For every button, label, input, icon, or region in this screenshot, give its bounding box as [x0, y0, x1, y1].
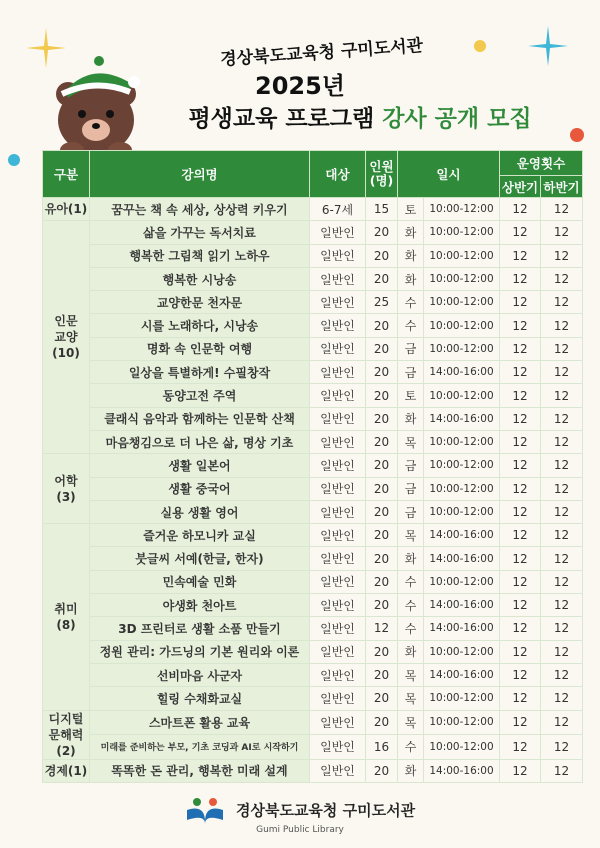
- time-cell: 10:00-12:00: [424, 384, 500, 407]
- table-row: [43, 759, 583, 782]
- day-cell: 화: [398, 407, 424, 430]
- course-cell: 시를 노래하다, 시낭송: [90, 314, 310, 337]
- title-highlight-text: 강사 공개 모집: [382, 106, 532, 132]
- second-half-cell: 12: [541, 244, 583, 267]
- second-half-cell: 12: [541, 361, 583, 384]
- target-cell: 일반인: [310, 267, 366, 290]
- day-cell: 목: [398, 430, 424, 453]
- target-cell: 일반인: [310, 640, 366, 663]
- capacity-cell: 20: [366, 337, 398, 360]
- table-row: [43, 198, 583, 221]
- second-half-cell: 12: [541, 617, 583, 640]
- capacity-cell: 20: [366, 547, 398, 570]
- first-half-cell: 12: [500, 267, 541, 290]
- target-cell: 일반인: [310, 710, 366, 735]
- time-cell: 14:00-16:00: [424, 617, 500, 640]
- first-half-cell: 12: [500, 291, 541, 314]
- library-logo-icon: [185, 796, 225, 824]
- first-half-cell: 12: [500, 617, 541, 640]
- time-cell: 10:00-12:00: [424, 735, 500, 760]
- target-cell: 일반인: [310, 759, 366, 782]
- time-cell: 14:00-16:00: [424, 547, 500, 570]
- day-cell: 수: [398, 314, 424, 337]
- target-cell: 일반인: [310, 663, 366, 686]
- time-cell: 10:00-12:00: [424, 267, 500, 290]
- day-cell: 금: [398, 500, 424, 523]
- first-half-cell: 12: [500, 244, 541, 267]
- capacity-cell: 20: [366, 267, 398, 290]
- course-cell: 일상을 특별하게! 수필창작: [90, 361, 310, 384]
- time-cell: 14:00-16:00: [424, 407, 500, 430]
- course-cell: 명화 속 인문학 여행: [90, 337, 310, 360]
- first-half-cell: 12: [500, 221, 541, 244]
- program-table: [42, 150, 583, 783]
- table-row: [43, 547, 583, 570]
- second-half-cell: 12: [541, 594, 583, 617]
- second-half-cell: 12: [541, 663, 583, 686]
- time-cell: 10:00-12:00: [424, 477, 500, 500]
- target-cell: 일반인: [310, 617, 366, 640]
- second-half-cell: 12: [541, 198, 583, 221]
- target-cell: 일반인: [310, 454, 366, 477]
- target-cell: 일반인: [310, 361, 366, 384]
- capacity-cell: 20: [366, 430, 398, 453]
- first-half-cell: 12: [500, 547, 541, 570]
- day-cell: 수: [398, 617, 424, 640]
- time-cell: 14:00-16:00: [424, 759, 500, 782]
- day-cell: 목: [398, 710, 424, 735]
- day-cell: 화: [398, 759, 424, 782]
- table-row: [43, 221, 583, 244]
- time-cell: 10:00-12:00: [424, 687, 500, 710]
- time-cell: 10:00-12:00: [424, 337, 500, 360]
- category-cell: 경제(1): [43, 759, 90, 782]
- first-half-cell: 12: [500, 384, 541, 407]
- second-half-cell: 12: [541, 477, 583, 500]
- header-capacity: 인원 (명): [366, 151, 398, 198]
- first-half-cell: 12: [500, 663, 541, 686]
- target-cell: 일반인: [310, 291, 366, 314]
- table-row: [43, 500, 583, 523]
- target-cell: 일반인: [310, 384, 366, 407]
- day-cell: 화: [398, 244, 424, 267]
- course-cell: 3D 프린터로 생활 소품 만들기: [90, 617, 310, 640]
- day-cell: 목: [398, 687, 424, 710]
- course-cell: 힐링 수채화교실: [90, 687, 310, 710]
- target-cell: 일반인: [310, 524, 366, 547]
- time-cell: 10:00-12:00: [424, 640, 500, 663]
- capacity-cell: 20: [366, 244, 398, 267]
- table-row: [43, 687, 583, 710]
- first-half-cell: 12: [500, 735, 541, 760]
- capacity-cell: 20: [366, 663, 398, 686]
- capacity-cell: 20: [366, 361, 398, 384]
- target-cell: 일반인: [310, 500, 366, 523]
- course-cell: 똑똑한 돈 관리, 행복한 미래 설계: [90, 759, 310, 782]
- time-cell: 14:00-16:00: [424, 524, 500, 547]
- second-half-cell: 12: [541, 337, 583, 360]
- category-cell: 취미 (8): [43, 524, 90, 710]
- table-row: [43, 735, 583, 760]
- time-cell: 14:00-16:00: [424, 663, 500, 686]
- category-cell: 인문 교양 (10): [43, 221, 90, 454]
- first-half-cell: 12: [500, 500, 541, 523]
- category-cell: 디지털 문해력 (2): [43, 710, 90, 759]
- time-cell: 10:00-12:00: [424, 454, 500, 477]
- table-row: [43, 663, 583, 686]
- course-cell: 민속예술 민화: [90, 570, 310, 593]
- second-half-cell: 12: [541, 291, 583, 314]
- table-row: [43, 594, 583, 617]
- course-cell: 생활 일본어: [90, 454, 310, 477]
- capacity-cell: 15: [366, 198, 398, 221]
- capacity-cell: 20: [366, 570, 398, 593]
- capacity-cell: 20: [366, 524, 398, 547]
- course-cell: 생활 중국어: [90, 477, 310, 500]
- time-cell: 10:00-12:00: [424, 430, 500, 453]
- table-row: [43, 244, 583, 267]
- target-cell: 일반인: [310, 687, 366, 710]
- second-half-cell: 12: [541, 314, 583, 337]
- second-half-cell: 12: [541, 735, 583, 760]
- time-cell: 14:00-16:00: [424, 361, 500, 384]
- course-cell: 선비마음 사군자: [90, 663, 310, 686]
- course-cell: 행복한 시낭송: [90, 267, 310, 290]
- table-row: [43, 640, 583, 663]
- program-table-body: [43, 198, 583, 783]
- time-cell: 10:00-12:00: [424, 221, 500, 244]
- dot-blue-icon: [8, 154, 20, 166]
- time-cell: 14:00-16:00: [424, 594, 500, 617]
- target-cell: 일반인: [310, 337, 366, 360]
- footer: [0, 796, 600, 835]
- second-half-cell: 12: [541, 430, 583, 453]
- time-cell: 10:00-12:00: [424, 710, 500, 735]
- target-cell: 6-7세: [310, 198, 366, 221]
- year-title: 2025년: [255, 72, 345, 100]
- target-cell: 일반인: [310, 594, 366, 617]
- course-cell: 삶을 가꾸는 독서치료: [90, 221, 310, 244]
- second-half-cell: 12: [541, 267, 583, 290]
- day-cell: 수: [398, 570, 424, 593]
- capacity-cell: 20: [366, 687, 398, 710]
- table-row: [43, 267, 583, 290]
- table-row: [43, 710, 583, 735]
- day-cell: 금: [398, 337, 424, 360]
- first-half-cell: 12: [500, 759, 541, 782]
- time-cell: 10:00-12:00: [424, 500, 500, 523]
- page-title: [140, 100, 580, 133]
- day-cell: 수: [398, 291, 424, 314]
- first-half-cell: 12: [500, 198, 541, 221]
- day-cell: 화: [398, 547, 424, 570]
- day-cell: 토: [398, 198, 424, 221]
- first-half-cell: 12: [500, 314, 541, 337]
- first-half-cell: 12: [500, 430, 541, 453]
- table-row: [43, 384, 583, 407]
- day-cell: 토: [398, 384, 424, 407]
- table-row: [43, 337, 583, 360]
- target-cell: 일반인: [310, 314, 366, 337]
- target-cell: 일반인: [310, 244, 366, 267]
- course-cell: 동양고전 주역: [90, 384, 310, 407]
- second-half-cell: 12: [541, 384, 583, 407]
- capacity-cell: 20: [366, 710, 398, 735]
- second-half-cell: 12: [541, 454, 583, 477]
- first-half-cell: 12: [500, 594, 541, 617]
- first-half-cell: 12: [500, 710, 541, 735]
- day-cell: 목: [398, 663, 424, 686]
- first-half-cell: 12: [500, 640, 541, 663]
- header-second-half: 하반기: [541, 176, 583, 198]
- header-target: 대상: [310, 151, 366, 198]
- first-half-cell: 12: [500, 407, 541, 430]
- first-half-cell: 12: [500, 687, 541, 710]
- capacity-cell: 12: [366, 617, 398, 640]
- first-half-cell: 12: [500, 524, 541, 547]
- day-cell: 수: [398, 735, 424, 760]
- day-cell: 화: [398, 640, 424, 663]
- table-row: [43, 291, 583, 314]
- course-cell: 실용 생활 영어: [90, 500, 310, 523]
- category-cell: 유아(1): [43, 198, 90, 221]
- table-row: [43, 570, 583, 593]
- second-half-cell: 12: [541, 547, 583, 570]
- capacity-cell: 20: [366, 407, 398, 430]
- table-row: [43, 407, 583, 430]
- course-cell: 교양한문 천자문: [90, 291, 310, 314]
- course-cell: 붓글씨 서예(한글, 한자): [90, 547, 310, 570]
- title-main-text: 평생교육 프로그램: [188, 106, 375, 132]
- course-cell: 즐거운 하모니카 교실: [90, 524, 310, 547]
- table-row: [43, 454, 583, 477]
- second-half-cell: 12: [541, 759, 583, 782]
- first-half-cell: 12: [500, 570, 541, 593]
- second-half-cell: 12: [541, 570, 583, 593]
- capacity-cell: 16: [366, 735, 398, 760]
- capacity-cell: 20: [366, 500, 398, 523]
- first-half-cell: 12: [500, 454, 541, 477]
- second-half-cell: 12: [541, 407, 583, 430]
- second-half-cell: 12: [541, 710, 583, 735]
- course-cell: 행복한 그림책 읽기 노하우: [90, 244, 310, 267]
- course-cell: 꿈꾸는 책 속 세상, 상상력 키우기: [90, 198, 310, 221]
- target-cell: 일반인: [310, 221, 366, 244]
- course-cell: 야생화 천아트: [90, 594, 310, 617]
- capacity-cell: 20: [366, 221, 398, 244]
- header-first-half: 상반기: [500, 176, 541, 198]
- footer-library-name: 경상북도교육청 구미도서관: [235, 801, 416, 820]
- capacity-cell: 20: [366, 477, 398, 500]
- table-row: [43, 430, 583, 453]
- target-cell: 일반인: [310, 735, 366, 760]
- first-half-cell: 12: [500, 361, 541, 384]
- second-half-cell: 12: [541, 500, 583, 523]
- first-half-cell: 12: [500, 337, 541, 360]
- first-half-cell: 12: [500, 477, 541, 500]
- target-cell: 일반인: [310, 430, 366, 453]
- day-cell: 목: [398, 524, 424, 547]
- target-cell: 일반인: [310, 547, 366, 570]
- organization-title: 경상북도교육청 구미도서관: [219, 35, 424, 71]
- day-cell: 금: [398, 454, 424, 477]
- day-cell: 금: [398, 361, 424, 384]
- course-cell: 클래식 음악과 함께하는 인문학 산책: [90, 407, 310, 430]
- course-cell: 정원 관리: 가드닝의 기본 원리와 이론: [90, 640, 310, 663]
- table-row: [43, 314, 583, 337]
- capacity-cell: 25: [366, 291, 398, 314]
- second-half-cell: 12: [541, 524, 583, 547]
- footer-library-english: Gumi Public Library: [256, 825, 344, 835]
- table-row: [43, 361, 583, 384]
- table-row: [43, 524, 583, 547]
- header-sessions: 운영횟수: [500, 151, 583, 176]
- day-cell: 수: [398, 594, 424, 617]
- second-half-cell: 12: [541, 687, 583, 710]
- capacity-cell: 20: [366, 759, 398, 782]
- time-cell: 10:00-12:00: [424, 198, 500, 221]
- day-cell: 화: [398, 221, 424, 244]
- header-course: 강의명: [90, 151, 310, 198]
- capacity-cell: 20: [366, 454, 398, 477]
- time-cell: 10:00-12:00: [424, 244, 500, 267]
- day-cell: 화: [398, 267, 424, 290]
- target-cell: 일반인: [310, 570, 366, 593]
- table-row: [43, 617, 583, 640]
- course-cell: 스마트폰 활용 교육: [90, 710, 310, 735]
- category-cell: 어학 (3): [43, 454, 90, 524]
- capacity-cell: 20: [366, 640, 398, 663]
- capacity-cell: 20: [366, 314, 398, 337]
- time-cell: 10:00-12:00: [424, 314, 500, 337]
- second-half-cell: 12: [541, 640, 583, 663]
- target-cell: 일반인: [310, 407, 366, 430]
- course-cell: 미래를 준비하는 부모, 기초 코딩과 AI로 시작하기: [90, 735, 310, 760]
- time-cell: 10:00-12:00: [424, 291, 500, 314]
- time-cell: 10:00-12:00: [424, 570, 500, 593]
- dot-yellow-icon: [474, 40, 486, 52]
- header-schedule: 일시: [398, 151, 500, 198]
- capacity-cell: 20: [366, 384, 398, 407]
- sparkle-blue-icon: [526, 24, 570, 68]
- target-cell: 일반인: [310, 477, 366, 500]
- header-category: 구분: [43, 151, 90, 198]
- capacity-cell: 20: [366, 594, 398, 617]
- second-half-cell: 12: [541, 221, 583, 244]
- table-row: [43, 477, 583, 500]
- course-cell: 마음챙김으로 더 나은 삶, 명상 기초: [90, 430, 310, 453]
- day-cell: 금: [398, 477, 424, 500]
